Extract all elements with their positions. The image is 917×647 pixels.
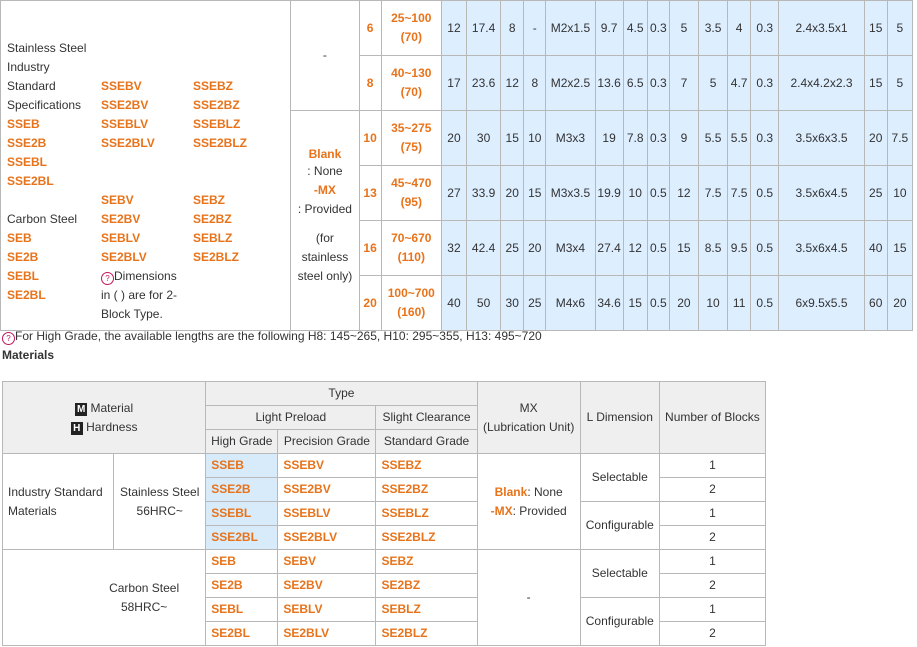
code-link[interactable]: SSEBL — [206, 502, 278, 526]
code-link[interactable]: SEBZ — [376, 550, 477, 574]
value-cell: 32 — [441, 221, 466, 276]
carbon-series-label: Carbon Steel — [7, 212, 78, 226]
info-pin-icon: ? — [2, 332, 15, 345]
value-cell: 6.5 — [623, 56, 647, 111]
code-link[interactable]: SE2BLV — [101, 250, 147, 264]
value-cell: 3.5x6x4.5 — [779, 221, 864, 276]
code-link[interactable]: SE2BLV — [278, 622, 376, 646]
value-cell: 4.5 — [623, 1, 647, 56]
series-cell — [1, 1, 291, 331]
code-link[interactable]: SSE2B — [7, 136, 47, 150]
value-cell: 0.3 — [647, 1, 669, 56]
code-link[interactable]: SSEBLZ — [193, 117, 241, 131]
value-cell: 7 — [669, 56, 698, 111]
value-cell: 9.5 — [728, 221, 751, 276]
code-link[interactable]: SEBV — [101, 193, 134, 207]
value-cell: 4.7 — [728, 56, 751, 111]
code-link[interactable]: SEBV — [278, 550, 376, 574]
value-cell: 0.3 — [751, 1, 779, 56]
code-link[interactable]: SSEB — [206, 454, 278, 478]
value-cell: M2x1.5 — [546, 1, 595, 56]
code-link[interactable]: SEB — [7, 231, 32, 245]
value-cell: 40 — [864, 221, 887, 276]
value-cell: 15 — [524, 166, 546, 221]
code-link[interactable]: SEB — [206, 550, 278, 574]
code-link[interactable]: SSE2BLZ — [376, 526, 477, 550]
code-link[interactable]: SSE2BZ — [193, 98, 240, 112]
code-link[interactable]: SSE2BL — [206, 526, 278, 550]
value-cell: 20 — [887, 276, 912, 331]
code-link[interactable]: SE2BLZ — [376, 622, 477, 646]
range-cell: 45~470 (95) — [381, 166, 441, 221]
l-configurable: Configurable — [580, 598, 659, 646]
code-link[interactable]: SEBLZ — [376, 598, 477, 622]
value-cell: M2x2.5 — [546, 56, 595, 111]
value-cell: 0.5 — [647, 221, 669, 276]
dimensions-note: ? Dimensions in ( ) are for 2-Block Type. — [101, 269, 178, 321]
value-cell: 12 — [441, 1, 466, 56]
code-link[interactable]: SEBZ — [193, 193, 226, 207]
value-cell: 5 — [698, 56, 727, 111]
value-cell: 13.6 — [595, 56, 623, 111]
value-cell: 20 — [864, 111, 887, 166]
value-cell: 7.5 — [887, 111, 912, 166]
value-cell: 20 — [501, 166, 524, 221]
code-link[interactable]: SSE2BZ — [376, 478, 477, 502]
materials-table — [2, 381, 766, 646]
stainless-label: Stainless Steel 56HRC~ — [114, 454, 206, 550]
value-cell: 34.6 — [595, 276, 623, 331]
value-cell: 50 — [467, 276, 501, 331]
code-link[interactable]: SSE2BL — [7, 174, 54, 188]
value-cell: 8 — [501, 1, 524, 56]
stainless-series-label: Stainless Steel Industry Standard Specifications — [7, 41, 87, 112]
value-cell: 0.3 — [751, 56, 779, 111]
value-cell: 25 — [501, 221, 524, 276]
code-link[interactable]: SEBL — [206, 598, 278, 622]
code-link[interactable]: SE2BZ — [376, 574, 477, 598]
code-link[interactable]: SSE2BLV — [101, 136, 155, 150]
code-link[interactable]: SE2BZ — [193, 212, 232, 226]
info-pin-icon: ? — [101, 272, 114, 285]
value-cell: M3x3 — [546, 111, 595, 166]
code-link[interactable]: SSEBZ — [193, 79, 234, 93]
high-grade-note: ? For High Grade, the available lengths are the following H8: 145~265, H10: 295~355, H13: 495~720 — [2, 329, 542, 345]
value-cell: 5 — [669, 1, 698, 56]
value-cell: 12 — [501, 56, 524, 111]
code-link[interactable]: SE2BV — [278, 574, 376, 598]
size-cell: 16 — [359, 221, 381, 276]
block-count: 1 — [659, 598, 765, 622]
range-cell: 40~130 (70) — [381, 56, 441, 111]
value-cell: 17.4 — [467, 1, 501, 56]
value-cell: 7.8 — [623, 111, 647, 166]
size-cell: 10 — [359, 111, 381, 166]
value-cell: 15 — [887, 221, 912, 276]
code-link[interactable]: SSE2B — [206, 478, 278, 502]
block-count: 1 — [659, 550, 765, 574]
size-cell: 8 — [359, 56, 381, 111]
value-cell: 0.5 — [751, 166, 779, 221]
hardness-icon: H — [71, 422, 83, 435]
value-cell: 15 — [864, 56, 887, 111]
size-cell: 20 — [359, 276, 381, 331]
value-cell: 15 — [623, 276, 647, 331]
code-link[interactable]: SEBLZ — [193, 231, 233, 245]
code-link[interactable]: SSE2BLV — [278, 526, 376, 550]
value-cell: 17 — [441, 56, 466, 111]
value-cell: 12 — [669, 166, 698, 221]
carbon-mx-cell: - — [477, 550, 580, 646]
value-cell: 0.5 — [751, 221, 779, 276]
value-cell: 25 — [524, 276, 546, 331]
value-cell: 30 — [467, 111, 501, 166]
code-link[interactable]: SEBL — [7, 269, 40, 283]
value-cell: 23.6 — [467, 56, 501, 111]
value-cell: 3.5x6x4.5 — [779, 166, 864, 221]
value-cell: 0.3 — [647, 56, 669, 111]
range-cell: 35~275 (75) — [381, 111, 441, 166]
material-icon: M — [76, 403, 86, 415]
value-cell: 0.5 — [751, 276, 779, 331]
l-selectable: Selectable — [580, 550, 659, 598]
code-link[interactable]: SE2B — [7, 250, 39, 264]
value-cell: 9.7 — [595, 1, 623, 56]
precision-grade-header: Precision Grade — [278, 430, 376, 454]
value-cell: 60 — [864, 276, 887, 331]
value-cell: 0.5 — [647, 166, 669, 221]
high-grade-header: High Grade — [206, 430, 278, 454]
mx-header: MX (Lubrication Unit) — [477, 382, 580, 454]
value-cell: 19.9 — [595, 166, 623, 221]
slight-clearance-header: Slight Clearance — [376, 406, 477, 430]
standard-grade-header: Standard Grade — [376, 430, 477, 454]
range-cell: 70~670 (110) — [381, 221, 441, 276]
code-link[interactable]: SEBLV — [278, 598, 376, 622]
industry-label: Industry Standard Materials — [3, 454, 114, 550]
value-cell: 2.4x4.2x2.3 — [779, 56, 864, 111]
block-count: 2 — [659, 526, 765, 550]
code-link[interactable]: SSEBLZ — [376, 502, 477, 526]
l-dimension-header: L Dimension — [580, 382, 659, 454]
value-cell: 40 — [441, 276, 466, 331]
mx-dash-cell: - — [291, 1, 359, 111]
size-cell: 6 — [359, 1, 381, 56]
value-cell: 6x9.5x5.5 — [779, 276, 864, 331]
code-link[interactable]: SSEBV — [278, 454, 376, 478]
l-configurable: Configurable — [580, 502, 659, 550]
value-cell: 11 — [728, 276, 751, 331]
value-cell: 15 — [669, 221, 698, 276]
range-cell: 100~700 (160) — [381, 276, 441, 331]
value-cell: 4 — [728, 1, 751, 56]
value-cell: 8 — [524, 56, 546, 111]
value-cell: 27.4 — [595, 221, 623, 276]
mx-option-cell: Blank: None -MX: Provided — [477, 454, 580, 550]
value-cell: M4x6 — [546, 276, 595, 331]
value-cell: 10 — [623, 166, 647, 221]
code-link[interactable]: SSE2BV — [278, 478, 376, 502]
code-link[interactable]: SSEBLV — [101, 117, 149, 131]
block-count: 1 — [659, 454, 765, 478]
range-cell: 25~100 (70) — [381, 1, 441, 56]
value-cell: 12 — [623, 221, 647, 276]
value-cell: 20 — [524, 221, 546, 276]
blocks-header: Number of Blocks — [659, 382, 765, 454]
size-cell: 13 — [359, 166, 381, 221]
value-cell: 25 — [864, 166, 887, 221]
block-count: 2 — [659, 622, 765, 646]
value-cell: 5.5 — [728, 111, 751, 166]
code-link[interactable]: SEBLV — [101, 231, 141, 245]
value-cell: 20 — [441, 111, 466, 166]
value-cell: 15 — [501, 111, 524, 166]
value-cell: 30 — [501, 276, 524, 331]
code-link[interactable]: SE2BL — [7, 288, 46, 302]
code-link[interactable]: SSE2BV — [101, 98, 149, 112]
code-link[interactable]: SSEBL — [7, 155, 48, 169]
type-header: Type — [206, 382, 477, 406]
value-cell: 5.5 — [698, 111, 727, 166]
value-cell: M3x3.5 — [546, 166, 595, 221]
materials-title: Materials — [2, 348, 55, 362]
code-link[interactable]: SSE2BLZ — [193, 136, 248, 150]
value-cell: 2.4x3.5x1 — [779, 1, 864, 56]
value-cell: 10 — [524, 111, 546, 166]
code-link[interactable]: SE2BV — [101, 212, 141, 226]
code-link[interactable]: SSEBV — [101, 79, 142, 93]
value-cell: 10 — [698, 276, 727, 331]
value-cell: 33.9 — [467, 166, 501, 221]
code-link[interactable]: SE2BLZ — [193, 250, 240, 264]
value-cell: 3.5x6x3.5 — [779, 111, 864, 166]
value-cell: 3.5 — [698, 1, 727, 56]
stainless-codes-upper — [101, 77, 285, 115]
code-link[interactable]: SSEBLV — [278, 502, 376, 526]
light-preload-header: Light Preload — [206, 406, 376, 430]
value-cell: 9 — [669, 111, 698, 166]
value-cell: 5 — [887, 1, 912, 56]
value-cell: 0.3 — [647, 111, 669, 166]
value-cell: 0.5 — [647, 276, 669, 331]
code-link[interactable]: SSEBZ — [376, 454, 477, 478]
value-cell: 5 — [887, 56, 912, 111]
value-cell: 15 — [864, 1, 887, 56]
value-cell: 7.5 — [728, 166, 751, 221]
code-link[interactable]: SE2B — [206, 574, 278, 598]
value-cell: - — [524, 1, 546, 56]
value-cell: 27 — [441, 166, 466, 221]
value-cell: 7.5 — [698, 166, 727, 221]
l-selectable: Selectable — [580, 454, 659, 502]
code-link[interactable]: SE2BL — [206, 622, 278, 646]
block-count: 2 — [659, 478, 765, 502]
block-count: 1 — [659, 502, 765, 526]
value-cell: 8.5 — [698, 221, 727, 276]
value-cell: M3x4 — [546, 221, 595, 276]
value-cell: 0.3 — [751, 111, 779, 166]
value-cell: 10 — [887, 166, 912, 221]
block-count: 2 — [659, 574, 765, 598]
value-cell: 19 — [595, 111, 623, 166]
value-cell: 20 — [669, 276, 698, 331]
mx-option-cell: Blank : None -MX : Provided (for stainless steel only) — [291, 111, 359, 331]
material-hardness-header: M Material H Hardness — [3, 382, 206, 454]
carbon-label: Carbon Steel 58HRC~ — [3, 550, 206, 646]
value-cell: 42.4 — [467, 221, 501, 276]
code-link[interactable]: SSEB — [7, 117, 40, 131]
